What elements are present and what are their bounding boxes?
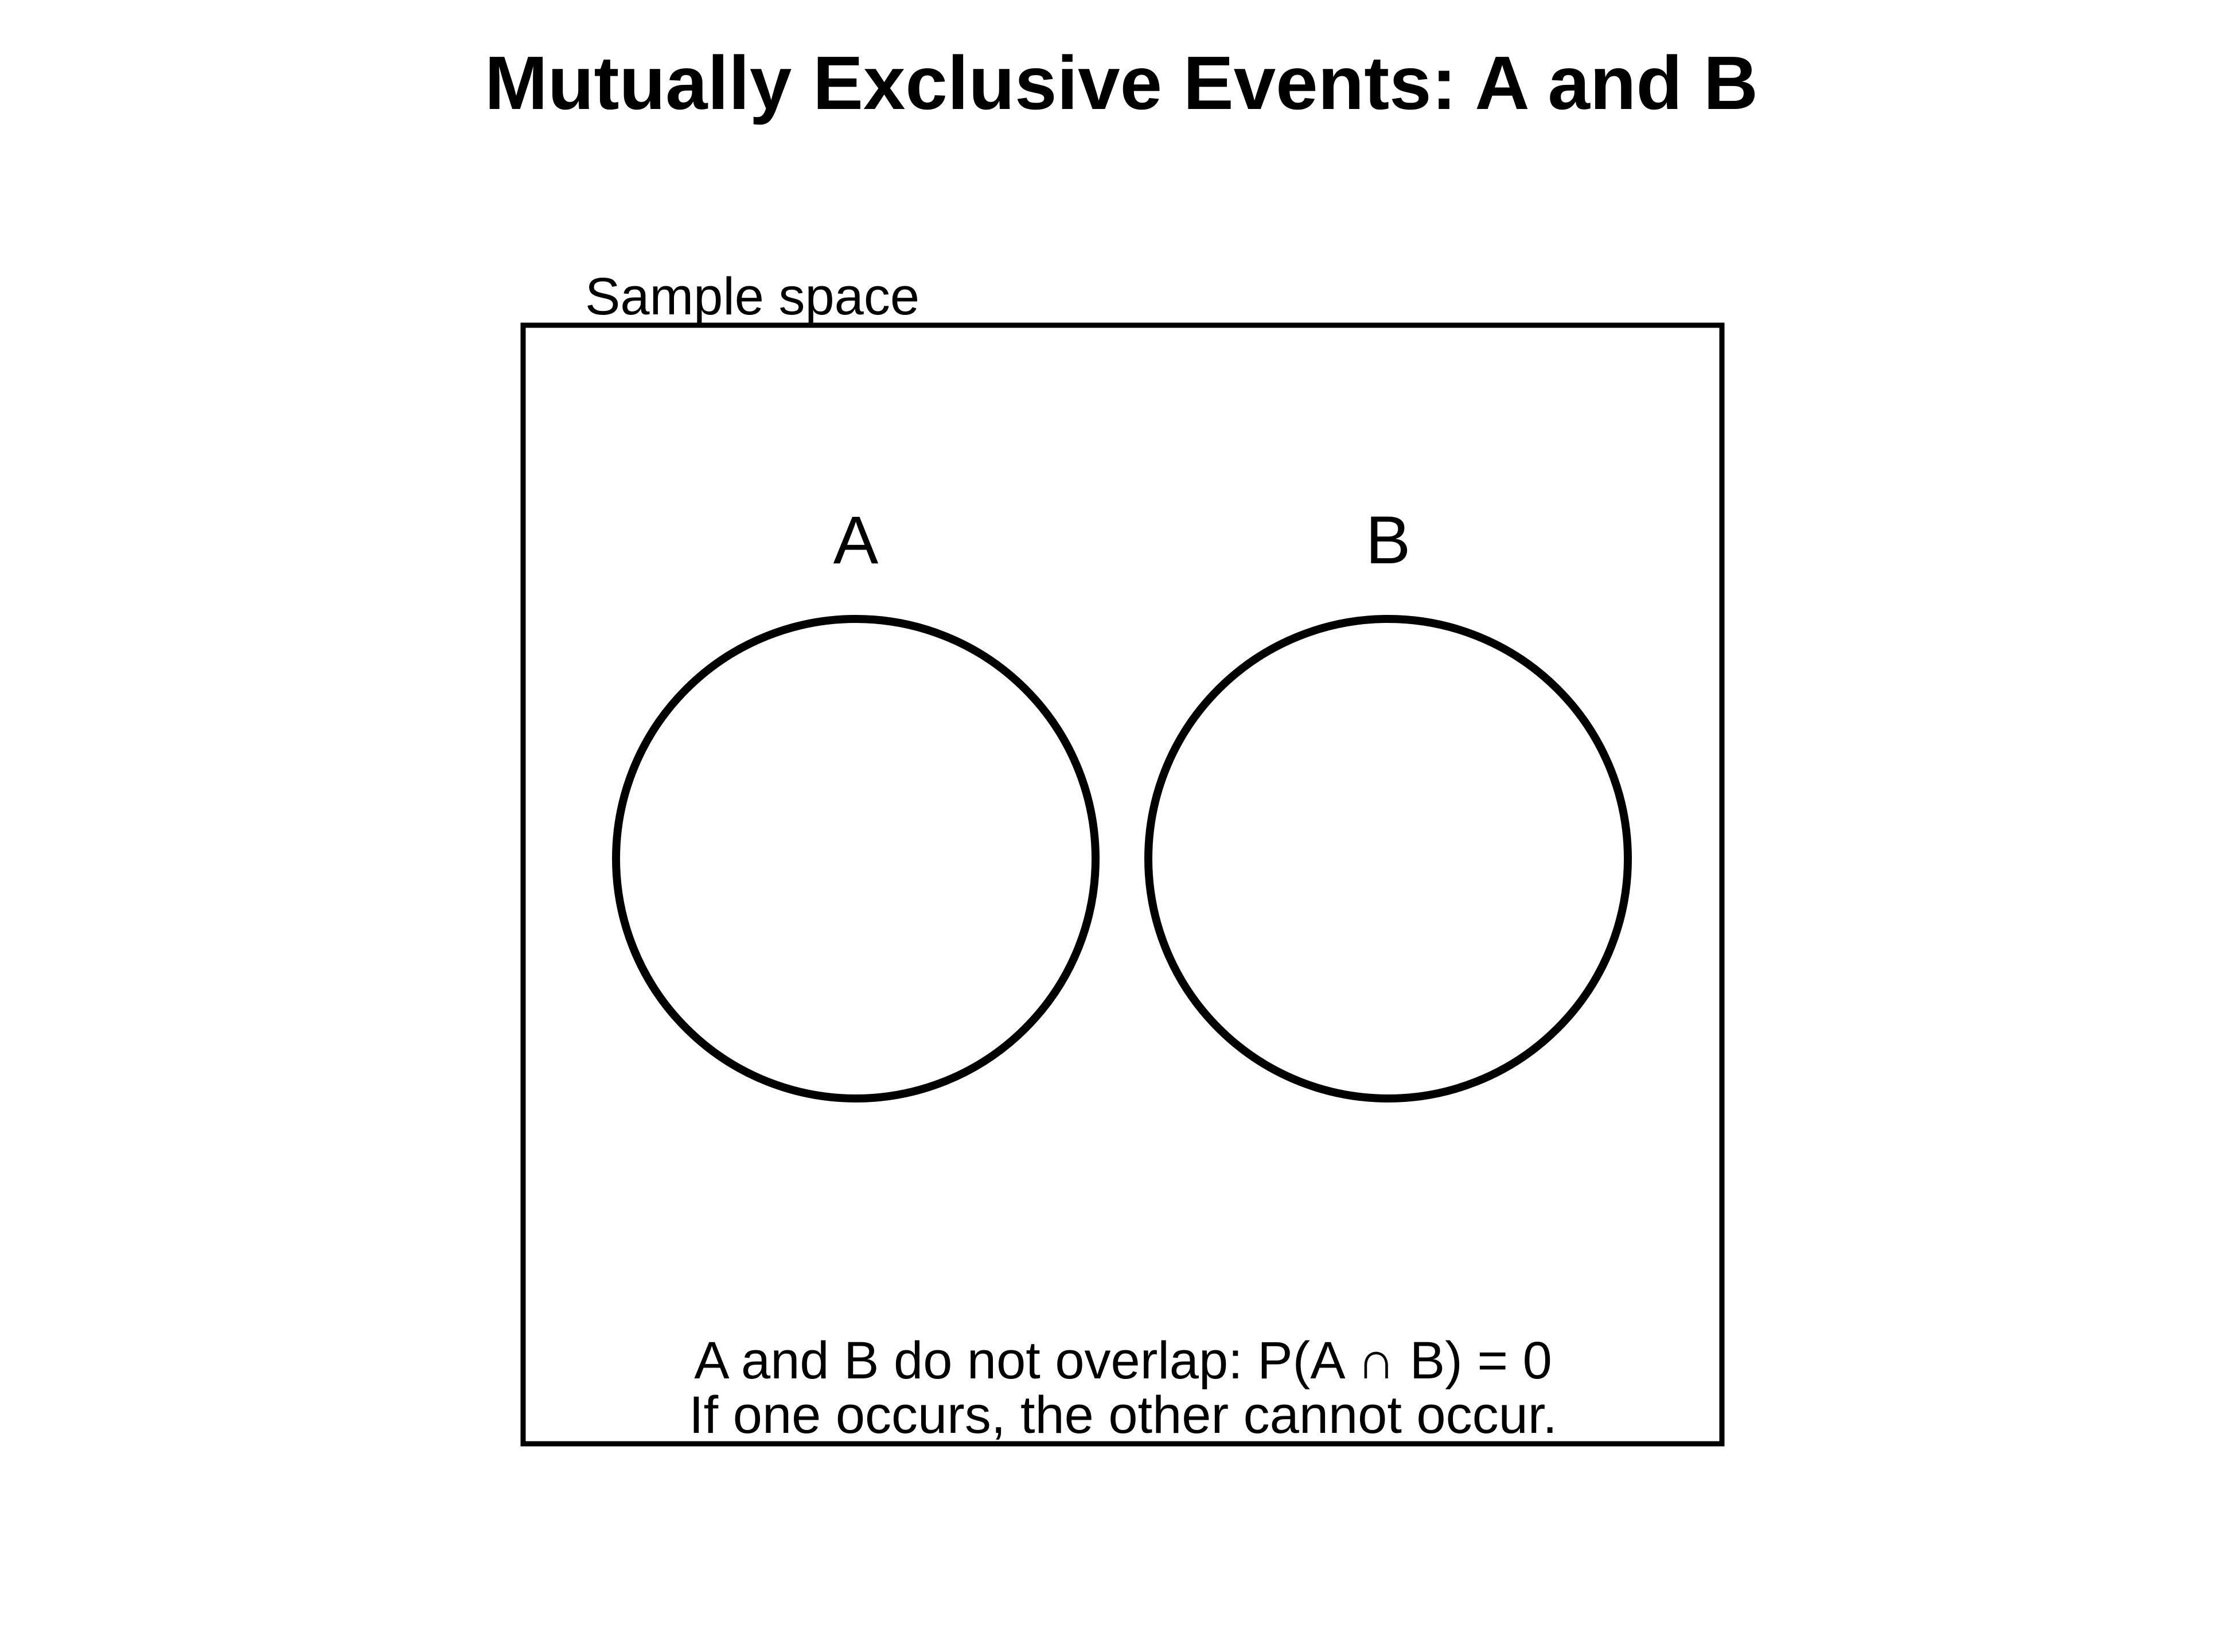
event-b-label: B — [1365, 502, 1411, 578]
occurrence-note: If one occurs, the other cannot occur. — [689, 1386, 1557, 1444]
diagram-title: Mutually Exclusive Events: A and B — [484, 41, 1759, 125]
event-a-label: A — [833, 502, 879, 578]
overlap-note: A and B do not overlap: P(A ∩ B) = 0 — [694, 1331, 1552, 1390]
sample-space-label: Sample space — [585, 267, 919, 326]
